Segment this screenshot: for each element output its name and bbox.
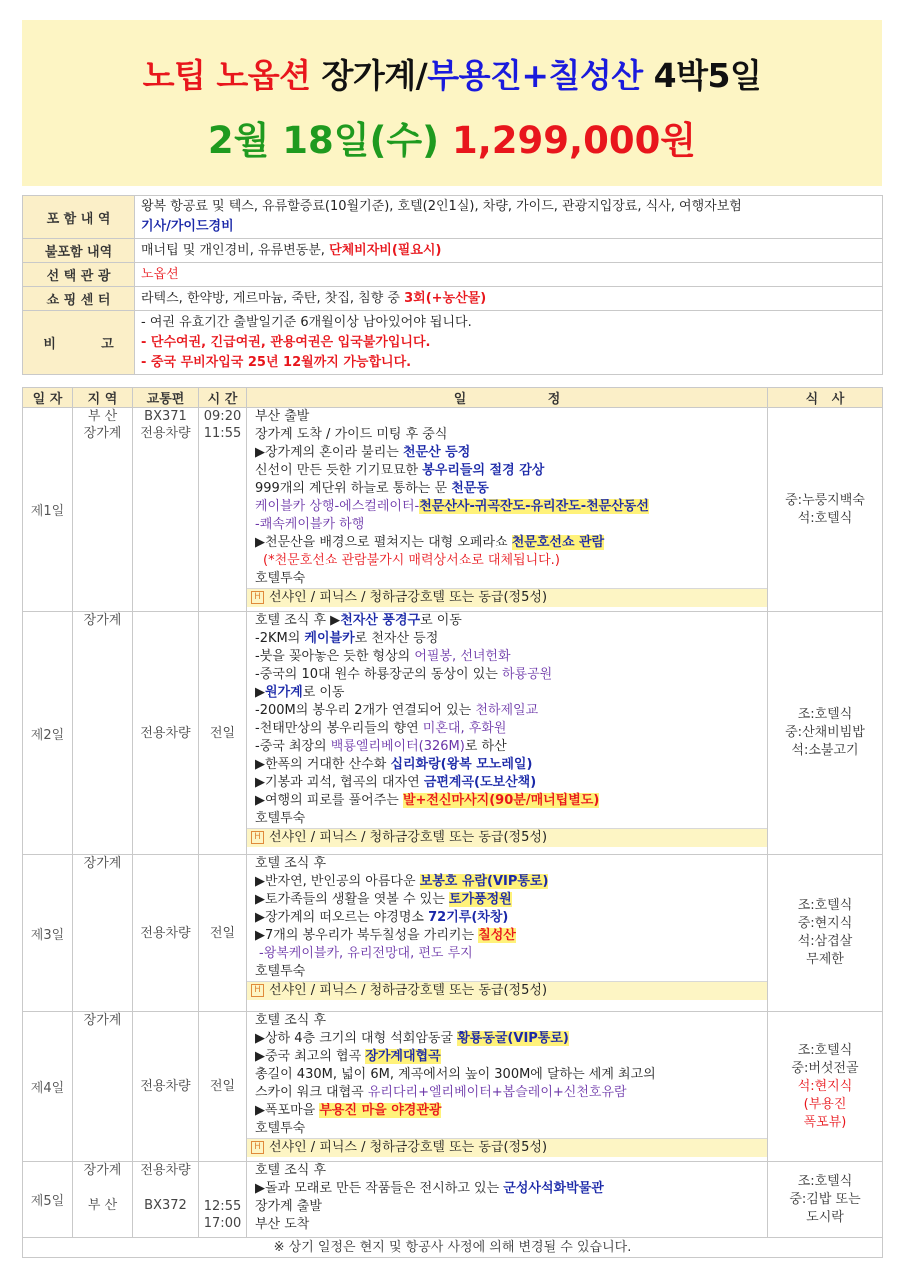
transport: 전용차량 xyxy=(133,855,199,1012)
region: 부 산 장가계 xyxy=(73,408,133,612)
transport: 전용차량 xyxy=(133,1012,199,1162)
day-label: 제1일 xyxy=(23,408,73,612)
option-value: 노옵션 xyxy=(135,263,883,287)
day-row-5 xyxy=(23,1162,883,1238)
time: 전일 xyxy=(199,612,247,855)
time: 전일 xyxy=(199,1012,247,1162)
meal-cell: 조:호텔식 중:현지식 석:삼겹살 무제한 xyxy=(768,855,883,1012)
hotel-line: H 선샤인 / 피닉스 / 청하금강호텔 또는 동급(정5성) xyxy=(247,588,767,607)
transport: 전용차량 xyxy=(133,612,199,855)
include-value: 왕복 항공료 및 텍스, 유류할증료(10월기준), 호텔(2인1실), 차량, 가이드, 관광지입장료, 식사, 여행자보험 기사/가이드경비 xyxy=(135,196,883,239)
hotel-icon: H xyxy=(251,591,264,604)
option-label: 선 택 관 광 xyxy=(23,263,135,287)
schedule-cell: 호텔 조식 후 ▶상하 4층 크기의 대형 석회암동굴 황룡동굴(VIP통로) ▶중국 최고의 협곡 장가계대협곡 총길이 430M, 넓이 6M, 계곡에서의 높이 300M에 달하는 세계 최고의 스카이 워크 대협곡 유리다리+엘리베이터+봅슬레이+신천호유람 ▶폭포마을 부용진 마을 야경관광 호텔투숙 H 선샤인 / 피닉스 / 청하금강호텔 또는 동급(정5성) xyxy=(247,1012,768,1162)
hotel-icon: H xyxy=(251,1141,264,1154)
meal-cell: 조:호텔식 중:버섯전골 석:현지식 (부용진 폭포뷰) xyxy=(768,1012,883,1162)
title-line-2: 2월 18일(수) 1,299,000원 xyxy=(207,119,697,162)
exclude-label: 불포함 내역 xyxy=(23,239,135,263)
day-row-1 xyxy=(23,408,883,612)
remark-label: 비 고 xyxy=(23,311,135,375)
day-row-2 xyxy=(23,612,883,855)
transport: BX371 전용차량 xyxy=(133,408,199,612)
hotel-line: H 선샤인 / 피닉스 / 청하금강호텔 또는 동급(정5성) xyxy=(247,981,767,1000)
footer-note: ※ 상기 일정은 현지 및 항공사 사정에 의해 변경될 수 있습니다. xyxy=(23,1238,883,1258)
transport: 전용차량 BX372 xyxy=(133,1162,199,1238)
include-label: 포 함 내 역 xyxy=(23,196,135,239)
schedule-cell: 호텔 조식 후 ▶반자연, 반인공의 아름다운 보봉호 유람(VIP통로) ▶토가족들의 생활을 엿볼 수 있는 토가풍정원 ▶장가계의 떠오르는 야경명소 72기루(차창) ▶7개의 봉우리가 북두칠성을 가리키는 칠성산 -왕복케이블카, 유리전망대, 편도 루지 호텔투숙 H 선샤인 / 피닉스 / 청하금강호텔 또는 동급(정5성) xyxy=(247,855,768,1012)
remark-value: - 여권 유효기간 출발일기준 6개월이상 남아있어야 됩니다. - 단수여권, 긴급여권, 관용여권은 입국불가입니다. - 중국 무비자입국 25년 12월까지 가능합니다. xyxy=(135,311,883,375)
meal-cell: 중:누룽지백숙 석:호텔식 xyxy=(768,408,883,612)
time: 09:20 11:55 xyxy=(199,408,247,612)
meal-cell: 조:호텔식 중:산채비빔밥 석:소불고기 xyxy=(768,612,883,855)
hotel-icon: H xyxy=(251,984,264,997)
schedule-cell: 부산 출발 장가계 도착 / 가이드 미팅 후 중식 ▶장가계의 혼이라 불리는 천문산 등정 신선이 만든 듯한 기기묘묘한 봉우리들의 절경 감상 999개의 계단위 하늘로 통하는 문 천문동 케이블카 상행-에스컬레이터-천문산사-귀곡잔도-유리잔도-천문산동선 -쾌속케이블카 하행 ▶천문산을 배경으로 펼쳐지는 대형 오페라쇼 천문호선쇼 관람 (*천문호선쇼 관람불가시 매력상서쇼로 대체됩니다.) 호텔투숙 H 선샤인 / 피닉스 / 청하금강호텔 또는 동급(정5성) xyxy=(247,408,768,612)
hotel-line: H 선샤인 / 피닉스 / 청하금강호텔 또는 동급(정5성) xyxy=(247,828,767,847)
shop-value: 라텍스, 한약방, 게르마늄, 죽탄, 찻집, 침향 중 3회(+농산물) xyxy=(135,287,883,311)
region: 장가계 xyxy=(73,1012,133,1162)
info-table xyxy=(22,195,883,375)
schedule-table xyxy=(22,387,883,1258)
footer-row xyxy=(23,1238,883,1258)
exclude-value: 매너팁 및 개인경비, 유류변동분, 단체비자비(필요시) xyxy=(135,239,883,263)
region: 장가계 xyxy=(73,855,133,1012)
hotel-line: H 선샤인 / 피닉스 / 청하금강호텔 또는 동급(정5성) xyxy=(247,1138,767,1157)
title-line-1: 노팁 노옵션 장가계/부용진+칠성산 4박5일 xyxy=(142,56,762,95)
title-banner xyxy=(22,20,882,186)
region: 장가계 부 산 xyxy=(73,1162,133,1238)
schedule-cell: 호텔 조식 후 ▶돌과 모래로 만든 작품들은 전시하고 있는 군성사석화박물관 장가계 출발 부산 도착 xyxy=(247,1162,768,1238)
meal-cell: 조:호텔식 중:김밥 또는 도시락 xyxy=(768,1162,883,1238)
time: 전일 xyxy=(199,855,247,1012)
day-label: 제4일 xyxy=(23,1012,73,1162)
day-label: 제3일 xyxy=(23,855,73,1012)
day-label: 제2일 xyxy=(23,612,73,855)
day-row-3 xyxy=(23,855,883,1012)
time: 12:55 17:00 xyxy=(199,1162,247,1238)
shop-label: 쇼 핑 센 터 xyxy=(23,287,135,311)
day-label: 제5일 xyxy=(23,1162,73,1238)
region: 장가계 xyxy=(73,612,133,855)
day-row-4 xyxy=(23,1012,883,1162)
schedule-header: 일 자 지 역 교통편 시 간 일 정 식 사 xyxy=(23,388,883,408)
hotel-icon: H xyxy=(251,831,264,844)
schedule-cell: 호텔 조식 후 ▶천자산 풍경구로 이동 -2KM의 케이블카로 천자산 등정 -붓을 꽂아놓은 듯한 형상의 어필봉, 선녀헌화 -중국의 10대 원수 하룡장군의 동상이 있는 하룡공원 ▶원가계로 이동 -200M의 봉우리 2개가 연결되어 있는 천하제일교 -천태만상의 봉우리들의 향연 미혼대, 후화원 -중국 최장의 백룡엘리베이터(326M)로 하산 ▶한폭의 거대한 산수화 십리화랑(왕복 모노레일) ▶기봉과 괴석, 협곡의 대자연 금편계곡(도보산책) ▶여행의 피로를 풀어주는 발+전신마사지(90분/매너팁별도) 호텔투숙 H 선샤인 / 피닉스 / 청하금강호텔 또는 동급(정5성) xyxy=(247,612,768,855)
